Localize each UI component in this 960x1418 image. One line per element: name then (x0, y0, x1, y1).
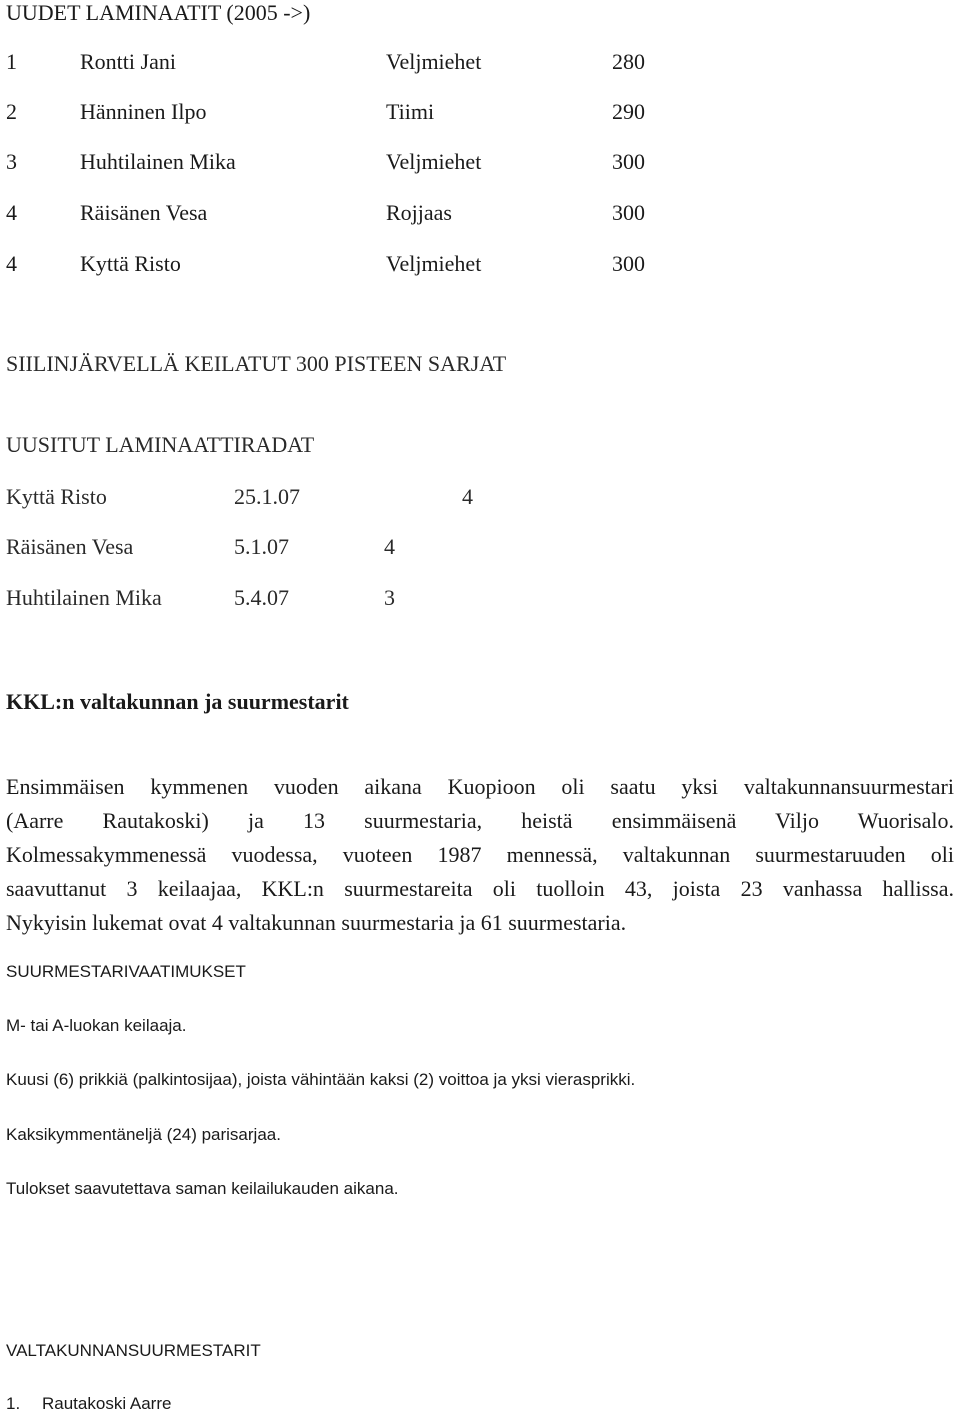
game-date: 5.4.07 (234, 585, 289, 610)
paragraph-line: Nykyisin lukemat ovat 4 valtakunnan suurmestaria ja 61 suurmestaria. (6, 910, 627, 935)
player-name: Rontti Jani (80, 49, 176, 74)
paragraph-line: (Aarre Rautakoski) ja 13 suurmestaria, heistä ensimmäisenä Viljo Wuorisalo. (6, 808, 954, 833)
game-date: 25.1.07 (234, 484, 300, 509)
player-name: Huhtilainen Mika (6, 585, 162, 610)
requirement-item: Kaksikymmentäneljä (24) parisarjaa. (6, 1125, 281, 1144)
team-name: Tiimi (386, 99, 435, 124)
paragraph-line: saavuttanut 3 keilaajaa, KKL:n suurmestareita oli tuolloin 43, joista 23 vanhassa hallissa. (6, 876, 954, 901)
player-name: Räisänen Vesa (6, 534, 134, 559)
team-name: Veljmiehet (386, 49, 482, 74)
rank: 4 (6, 200, 17, 225)
lane-number: 4 (384, 534, 395, 559)
player-name: Huhtilainen Mika (80, 149, 236, 174)
game-date: 5.1.07 (234, 534, 289, 559)
player-name: Kyttä Risto (6, 484, 107, 509)
player-name: Kyttä Risto (80, 251, 181, 276)
requirement-item: M- tai A-luokan keilaaja. (6, 1016, 187, 1035)
list-name: Rautakoski Aarre (42, 1394, 172, 1413)
paragraph-line: Kolmessakymmenessä vuodessa, vuoteen 1987 mennessä, valtakunnan suurmestaruuden oli (6, 842, 954, 867)
lane-number: 3 (384, 585, 395, 610)
paragraph-line: Ensimmäisen kymmenen vuoden aikana Kuopioon oli saatu yksi valtakunnansuurmestari (6, 774, 954, 799)
team-name: Veljmiehet (386, 149, 482, 174)
team-name: Rojjaas (386, 200, 452, 225)
requirements-heading: SUURMESTARIVAATIMUKSET (6, 962, 246, 981)
rank: 1 (6, 49, 17, 74)
kkl-paragraph (6, 770, 954, 940)
player-name: Hänninen Ilpo (80, 99, 207, 124)
score: 290 (612, 99, 645, 124)
series300-heading: SIILINJÄRVELLÄ KEILATUT 300 PISTEEN SARJAT (6, 351, 507, 376)
score: 300 (612, 200, 645, 225)
score: 300 (612, 149, 645, 174)
laminaatit-heading: UUDET LAMINAATIT (2005 ->) (6, 0, 311, 25)
score: 300 (612, 251, 645, 276)
team-name: Veljmiehet (386, 251, 482, 276)
kkl-heading: KKL:n valtakunnan ja suurmestarit (6, 689, 349, 714)
rank: 3 (6, 149, 17, 174)
requirement-item: Kuusi (6) prikkiä (palkintosijaa), joista vähintään kaksi (2) voittoa ja yksi vierasprikki. (6, 1070, 636, 1089)
requirement-item: Tulokset saavutettava saman keilailukauden aikana. (6, 1179, 399, 1198)
list-number: 1. (6, 1394, 21, 1413)
lane-number: 4 (462, 484, 473, 509)
rank: 2 (6, 99, 17, 124)
series300-subheading: UUSITUT LAMINAATTIRADAT (6, 432, 315, 457)
player-name: Räisänen Vesa (80, 200, 208, 225)
score: 280 (612, 49, 645, 74)
rank: 4 (6, 251, 17, 276)
valtakunnan-heading: VALTAKUNNANSUURMESTARIT (6, 1341, 261, 1360)
list-item (6, 1394, 172, 1414)
